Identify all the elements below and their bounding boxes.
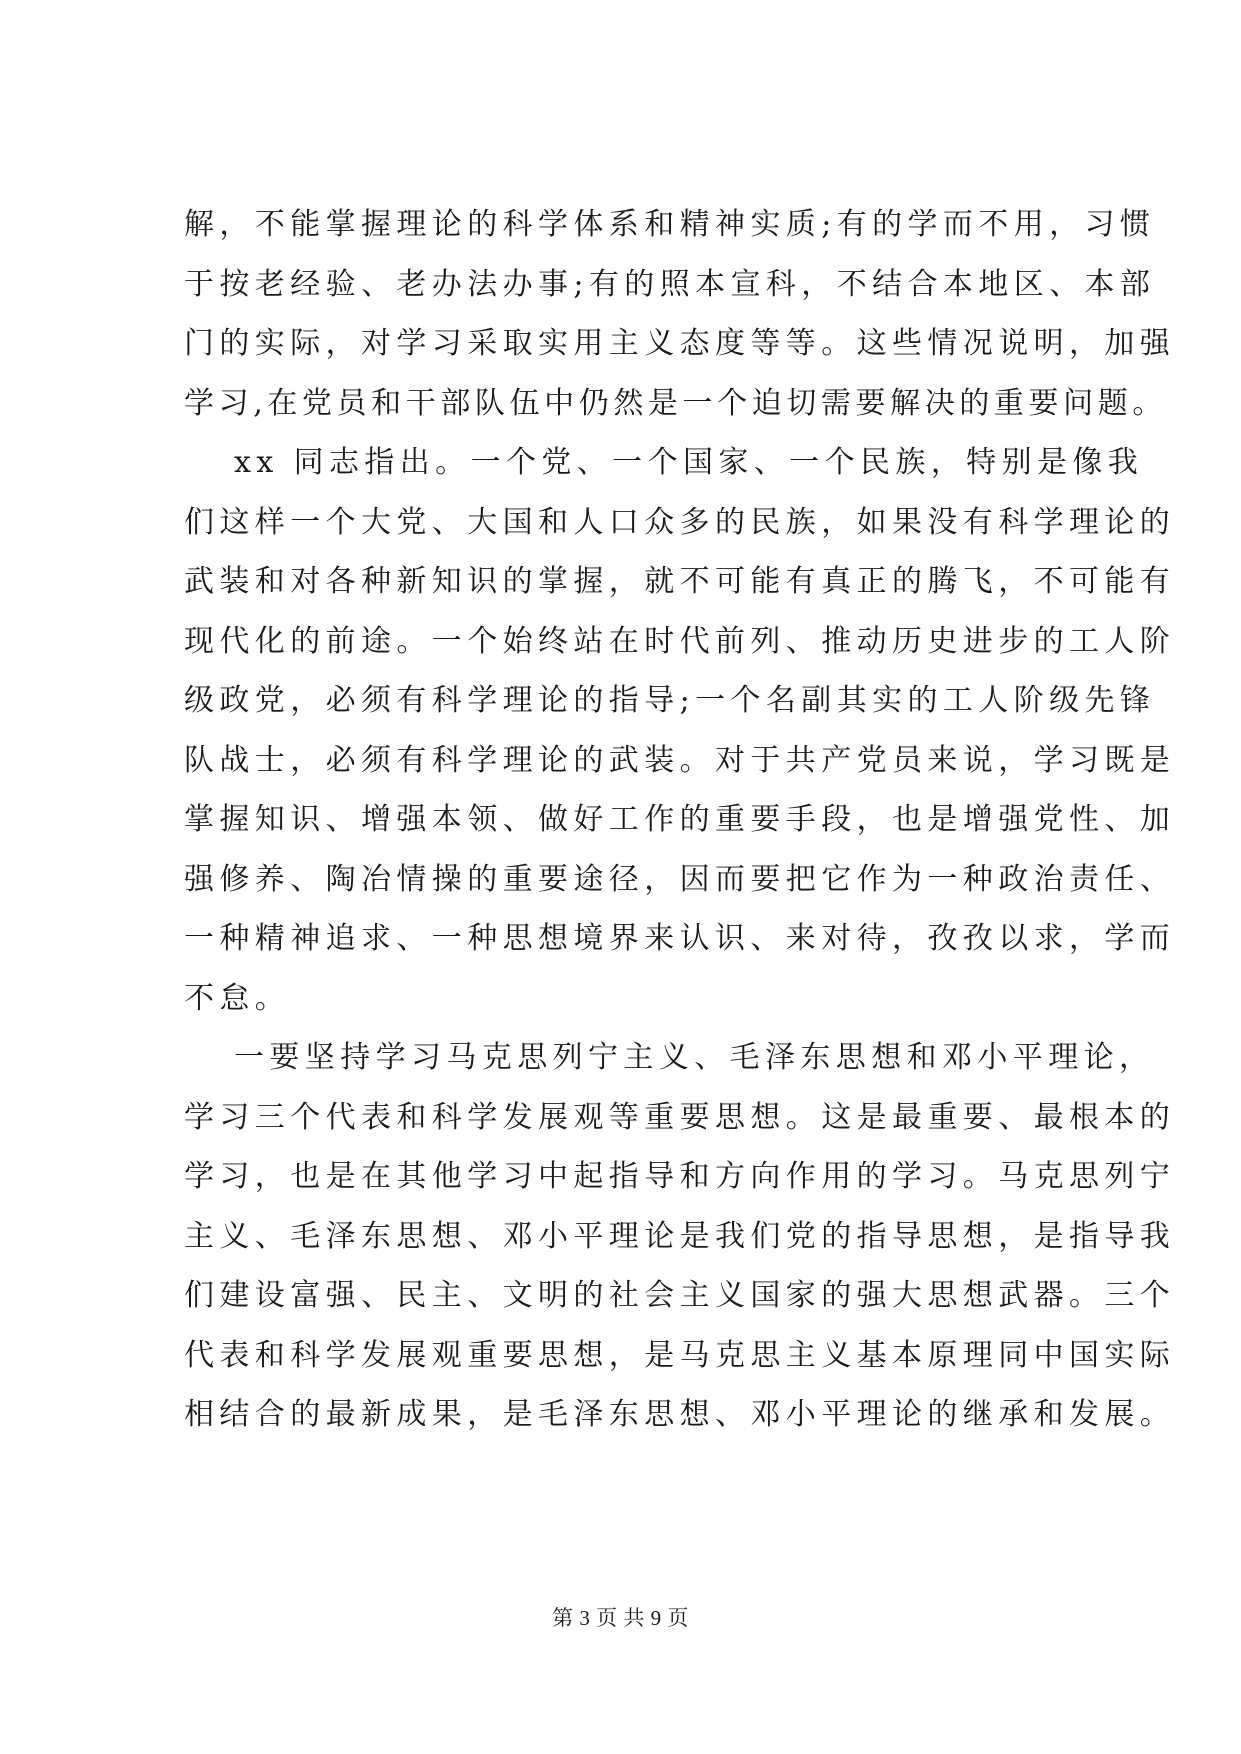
text-line: 主义、毛泽东思想、邓小平理论是我们党的指导思想，是指导我 — [184, 1219, 1176, 1254]
paragraph-first-line: 一要坚持学习马克思列宁主义、毛泽东思想和邓小平理论， — [234, 1040, 1155, 1075]
text-line: 队战士，必须有科学理论的武装。对于共产党员来说，学习既是 — [184, 743, 1176, 778]
paragraph-first-line: xx 同志指出。一个党、一个国家、一个民族，特别是像我 — [234, 445, 1144, 480]
text-line: 强修养、陶冶情操的重要途径，因而要把它作为一种政治责任、 — [184, 862, 1176, 897]
text-line: 们这样一个大党、大国和人口众多的民族，如果没有科学理论的 — [184, 505, 1176, 540]
text-line: 学习三个代表和科学发展观等重要思想。这是最重要、最根本的 — [184, 1100, 1176, 1135]
text-line: 学习，也是在其他学习中起指导和方向作用的学习。马克思列宁 — [184, 1159, 1176, 1194]
text-line: 解，不能掌握理论的科学体系和精神实质;有的学而不用，习惯 — [184, 207, 1156, 242]
text-line: 级政党，必须有科学理论的指导;一个名副其实的工人阶级先锋 — [184, 683, 1156, 718]
text-line: 学习,在党员和干部队伍中仍然是一个迫切需要解决的重要问题。 — [184, 386, 1167, 421]
text-line: 现代化的前途。一个始终站在时代前列、推动历史进步的工人阶 — [184, 624, 1176, 659]
text-line: 武装和对各种新知识的掌握，就不可能有真正的腾飞，不可能有 — [184, 564, 1176, 599]
text-line: 门的实际，对学习采取实用主义态度等等。这些情况说明，加强 — [184, 326, 1176, 361]
page-number-footer: 第 3 页 共 9 页 — [552, 1606, 689, 1630]
text-line: 不怠。 — [184, 981, 291, 1016]
text-line: 相结合的最新成果，是毛泽东思想、邓小平理论的继承和发展。 — [184, 1397, 1176, 1432]
text-line: 掌握知识、增强本领、做好工作的重要手段，也是增强党性、加 — [184, 802, 1176, 837]
text-line: 们建设富强、民主、文明的社会主义国家的强大思想武器。三个 — [184, 1278, 1176, 1313]
text-line: 代表和科学发展观重要思想，是马克思主义基本原理同中国实际 — [184, 1338, 1176, 1373]
text-line: 于按老经验、老办法办事;有的照本宣科，不结合本地区、本部 — [184, 267, 1156, 302]
text-line: 一种精神追求、一种思想境界来认识、来对待，孜孜以求，学而 — [184, 921, 1176, 956]
